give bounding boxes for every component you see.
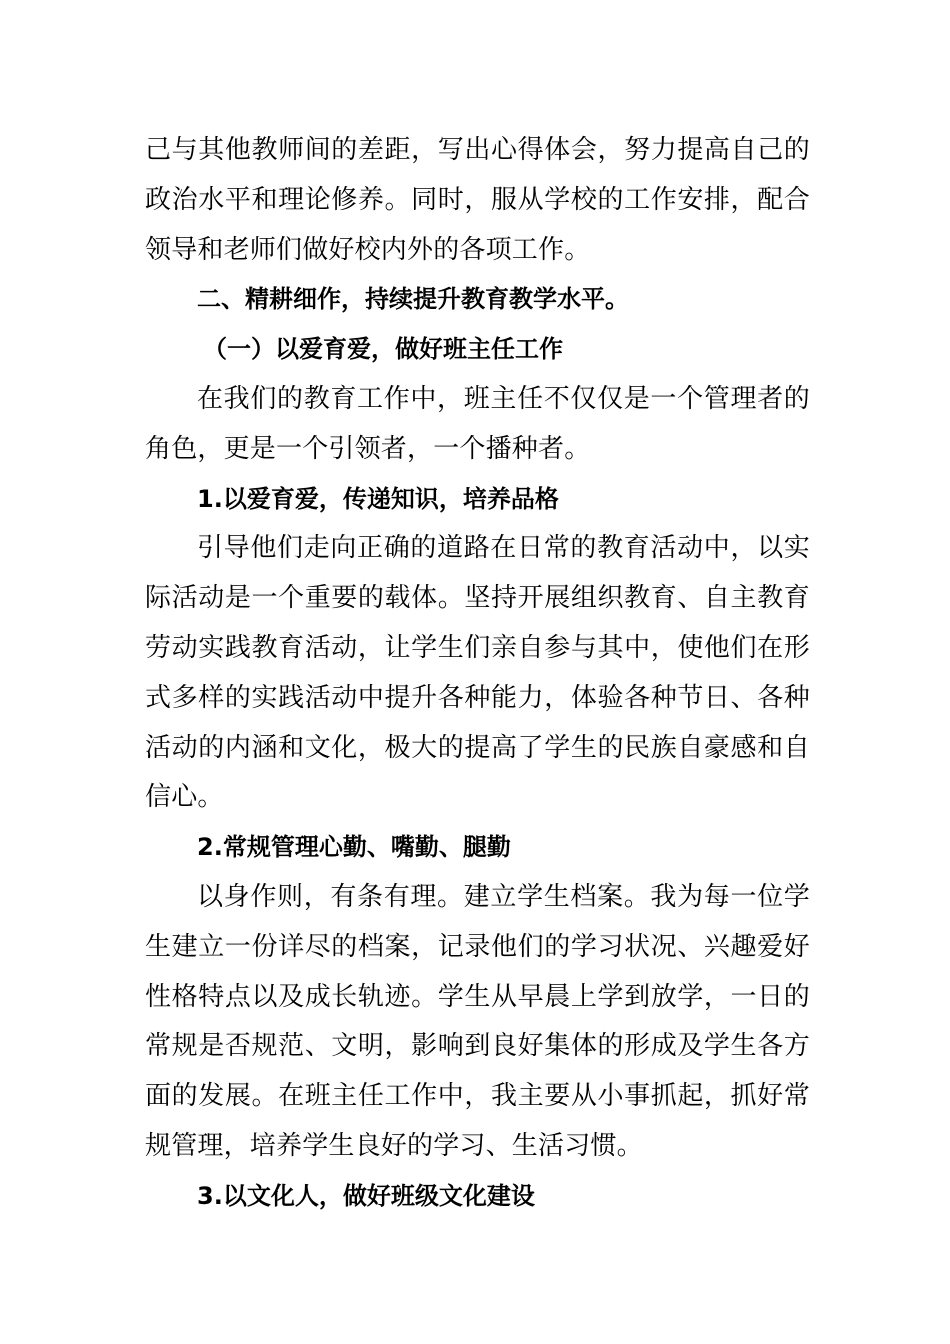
subsection-heading: （一）以爱育爱，做好班主任工作 <box>203 335 563 364</box>
document-body <box>145 126 810 1222</box>
item-heading-2: 2.常规管理心勤、嘴勤、腿勤 <box>197 833 511 862</box>
paragraph-continuation: 己与其他教师间的差距，写出心得体会，努力提高自己的政治水平和理论修养。同时，服从学校的工作安排，配合领导和老师们做好校内外的各项工作。 <box>145 135 810 265</box>
paragraph-item-1: 引导他们走向正确的道路在日常的教育活动中，以实际活动是一个重要的载体。坚持开展组织教育、自主教育劳动实践教育活动，让学生们亲自参与其中，使他们在形式多样的实践活动中提升各种能力，体验各种节日、各种活动的内涵和文化，极大的提高了学生的民族自豪感和自信心。 <box>145 533 810 813</box>
paragraph-intro: 在我们的教育工作中，班主任不仅仅是一个管理者的角色，更是一个引领者，一个播种者。 <box>145 383 810 464</box>
paragraph-item-2: 以身作则，有条有理。建立学生档案。我为每一位学生建立一份详尽的档案，记录他们的学习状况、兴趣爱好性格特点以及成长轨迹。学生从早晨上学到放学，一日的常规是否规范、文明，影响到良好集体的形成及学生各方面的发展。在班主任工作中，我主要从小事抓起，抓好常规管理，培养学生良好的学习、生活习惯。 <box>145 881 810 1161</box>
item-heading-3: 3.以文化人，做好班级文化建设 <box>197 1181 535 1210</box>
item-heading-1: 1.以爱育爱，传递知识，培养品格 <box>197 484 559 513</box>
section-heading: 二、精耕细作，持续提升教育教学水平。 <box>197 285 629 314</box>
